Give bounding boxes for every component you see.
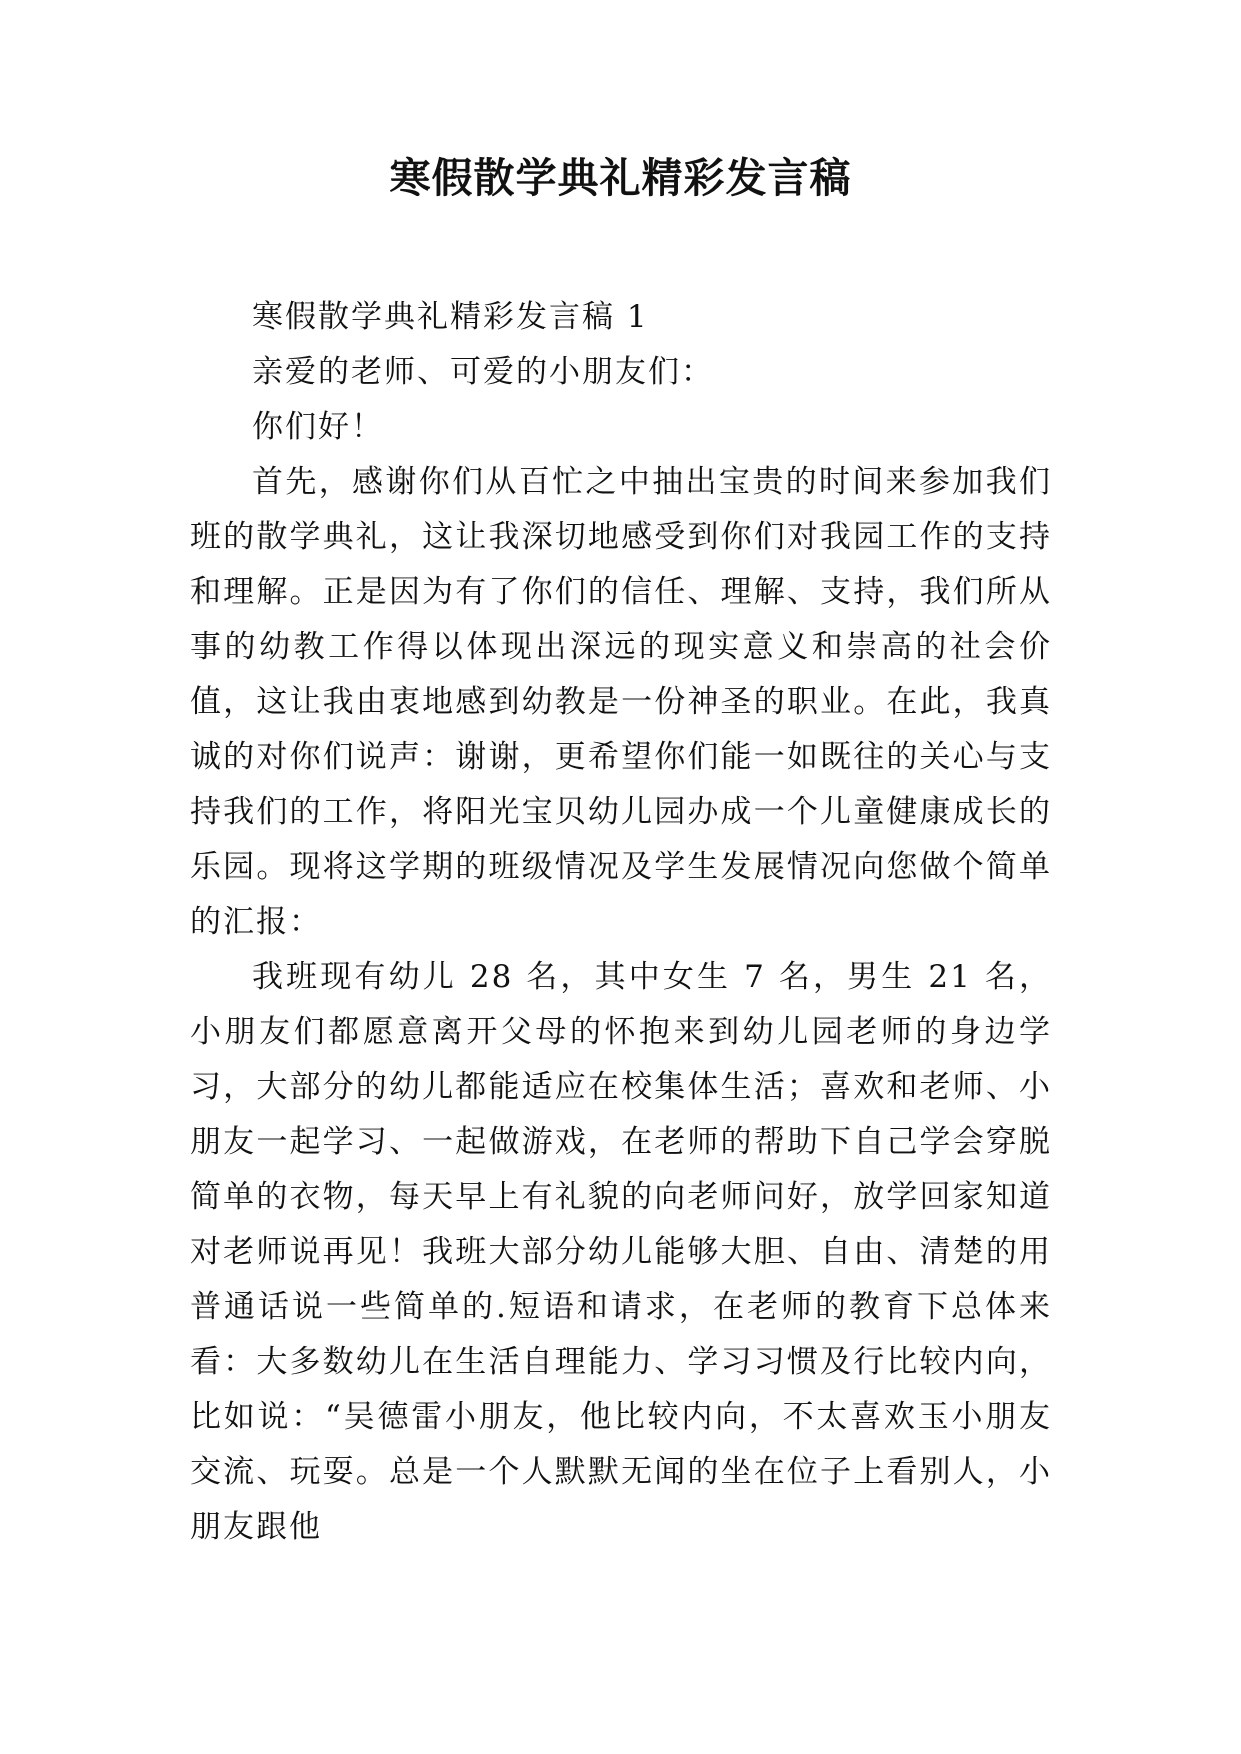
section-heading: 寒假散学典礼精彩发言稿 1 [252, 299, 649, 335]
paragraph-class-report: 我班现有幼儿 28 名，其中女生 7 名，男生 21 名，小朋友们都愿意离开父母的怀抱来到幼儿园老师的身边学习，大部分的幼儿都能适应在校集体生活；喜欢和老师、小朋友一起学习、一起做游戏，在老师的帮助下自己学会穿脱简单的衣物，每天早上有礼貌的向老师问好，放学回家知道对老师说再见！我班大部分幼儿能够大胆、自由、清楚的用普通话说一些简单的.短语和请求，在老师的教育下总体来看：大多数幼儿在生活自理能力、学习习惯及行比较内向，比如说：“吴德雷小朋友，他比较内向，不太喜欢玉小朋友交流、玩耍。总是一个人默默无闻的坐在位子上看别人，小朋友跟他 [190, 959, 1052, 1545]
salutation: 亲爱的老师、可爱的小朋友们： [252, 354, 714, 390]
document-title: 寒假散学典礼精彩发言稿 [389, 154, 852, 202]
document-body [190, 290, 1052, 1555]
greeting: 你们好！ [252, 409, 384, 445]
paragraph-thanks: 首先，感谢你们从百忙之中抽出宝贵的时间来参加我们班的散学典礼，这让我深切地感受到你们对我园工作的支持和理解。正是因为有了你们的信任、理解、支持，我们所从事的幼教工作得以体现出深远的现实意义和崇高的社会价值，这让我由衷地感到幼教是一份神圣的职业。在此，我真诚的对你们说声：谢谢，更希望你们能一如既往的关心与支持我们的工作，将阳光宝贝幼儿园办成一个儿童健康成长的乐园。现将这学期的班级情况及学生发展情况向您做个简单的汇报： [190, 464, 1052, 940]
